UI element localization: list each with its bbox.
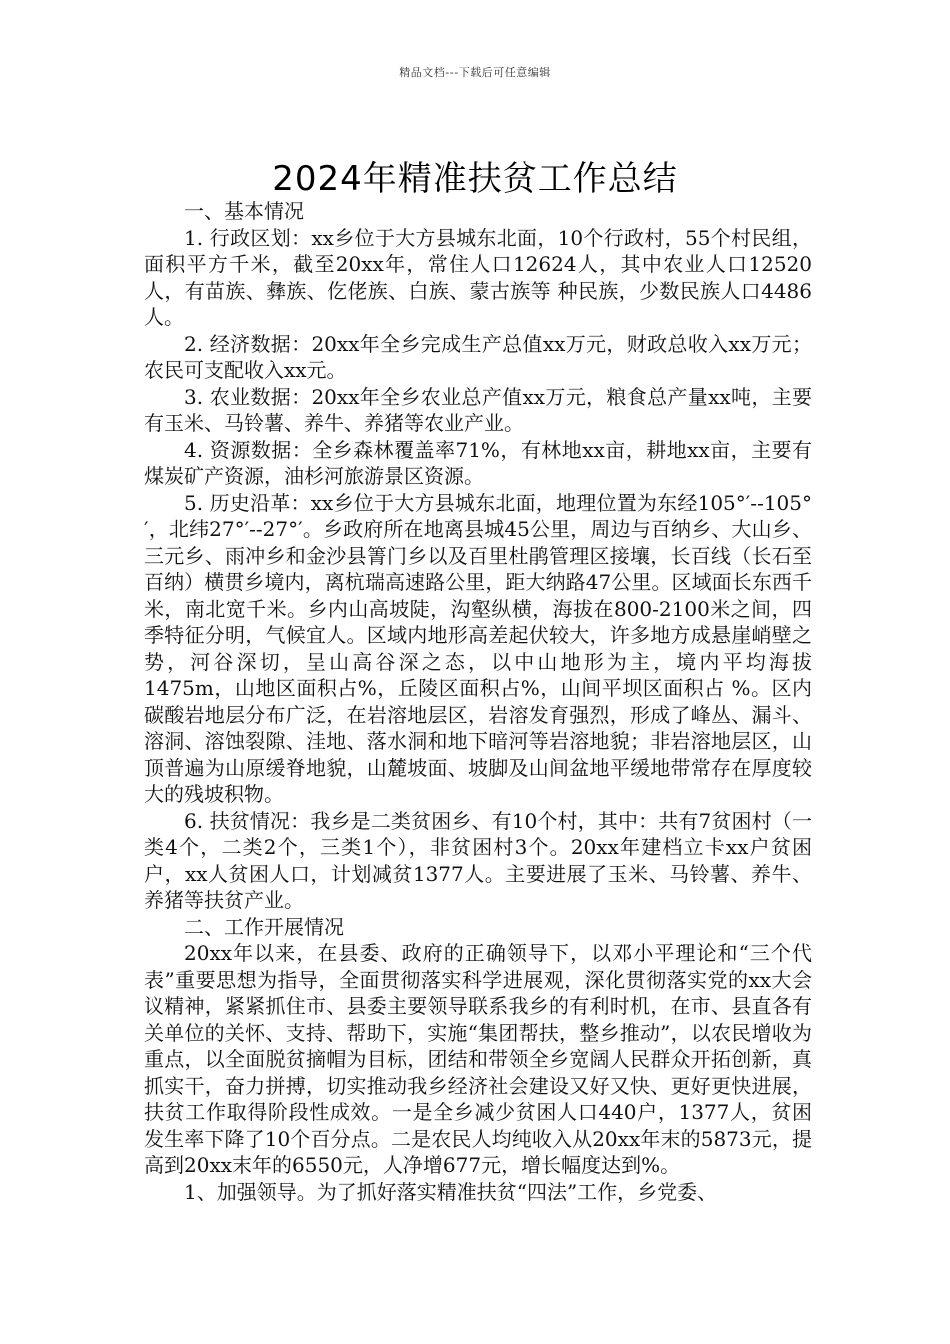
document-title: 2024年精准扶贫工作总结 (272, 158, 678, 199)
paragraph-work-summary: 20xx年以来，在县委、政府的正确领导下，以邓小平理论和“三个代表”重要思想为指导，全面贯彻落实科学进展观，深化贯彻落实党的xx大会议精神，紧紧抓住市、县委主要领导联系我乡的有利时机，在市、县直各有关单位的关怀、支持、帮助下，实施“集团帮扶，整乡推动”，以农民增收为重点，以全面脱贫摘帽为目标，团结和带领全乡宽阔人民群众开拓创新，真抓实干，奋力拼搏，切实推动我乡经济社会建设又好又快、更好更快进展，扶贫工作取得阶段性成效。一是全乡减少贫困人口440户，1377人，贫困发生率下降了10个百分点。二是农民人均纯收入从20xx年末的5873元，提高到20xx末年的6550元，人净增677元，增长幅度达到%。 (144, 941, 812, 1177)
heading-basic-situation: 一、基本情况 (184, 199, 304, 223)
paragraph-poverty-situation: 6. 扶贫情况：我乡是二类贫困乡、有10个村，其中：共有7贫困村（一类4个，二类2个，三类1个），非贫困村3个。20xx年建档立卡xx户贫困户，xx人贫困人口，计划减贫1377人。主要进展了玉米、马铃薯、养牛、养猪等扶贫产业。 (144, 808, 812, 912)
paragraph-agricultural-data: 3. 农业数据：20xx年全乡农业总产值xx万元，粮食总产量xx吨，主要有玉米、马铃薯、养牛、养猪等农业产业。 (144, 384, 812, 435)
paragraph-history: 5. 历史沿革：xx乡位于大方县城东北面，地理位置为东经105°′--105°′，北纬27°′--27°′。乡政府所在地离县城45公里，周边与百纳乡、大山乡、三元乡、雨冲乡和金沙县箐门乡以及百里杜鹃管理区接壤，长百线（长石至百纳）横贯乡境内，离杭瑞高速路公里，距大纳路47公里。区域面长东西千米，南北宽千米。乡内山高坡陡，沟壑纵横，海拔在800-2100米之间，四季特征分明，气候宜人。区域内地形高差起伏较大，许多地方成悬崖峭壁之势，河谷深切，呈山高谷深之态，以中山地形为主，境内平均海拔1475m，山地区面积占%，丘陵区面积占%，山间平坝区面积占 %。区内碳酸岩地层分布广泛，在岩溶地层区，岩溶发育强烈，形成了峰丛、漏斗、溶洞、溶蚀裂隙、洼地、落水洞和地下暗河等岩溶地貌；非岩溶地层区，山顶普遍为山原缓脊地貌，山麓坡面、坡脚及山间盆地平缓地带常存在厚度较大的残坡积物。 (144, 490, 812, 806)
paragraph-strengthen-leadership: 1、加强领导。为了抓好落实精准扶贫“四法”工作，乡党委、 (184, 1179, 718, 1204)
document-body (144, 198, 812, 1205)
paragraph-administrative-division: 1. 行政区划：xx乡位于大方县城东北面，10个行政村，55个村民组，面积平方千米，截至20xx年，常住人口12624人，其中农业人口12520人，有苗族、彝族、仡佬族、白族、蒙古族等 种民族，少数民族人口4486人。 (144, 225, 812, 329)
paragraph-economic-data: 2. 经济数据：20xx年全乡完成生产总值xx万元，财政总收入xx万元；农民可支配收入xx元。 (144, 331, 812, 382)
paragraph-resource-data: 4. 资源数据：全乡森林覆盖率71%，有林地xx亩，耕地xx亩，主要有煤炭矿产资源，油杉河旅游景区资源。 (144, 437, 812, 488)
page-watermark: 精品文档---下载后可任意编辑 (399, 66, 551, 79)
heading-work-progress: 二、工作开展情况 (184, 914, 344, 939)
